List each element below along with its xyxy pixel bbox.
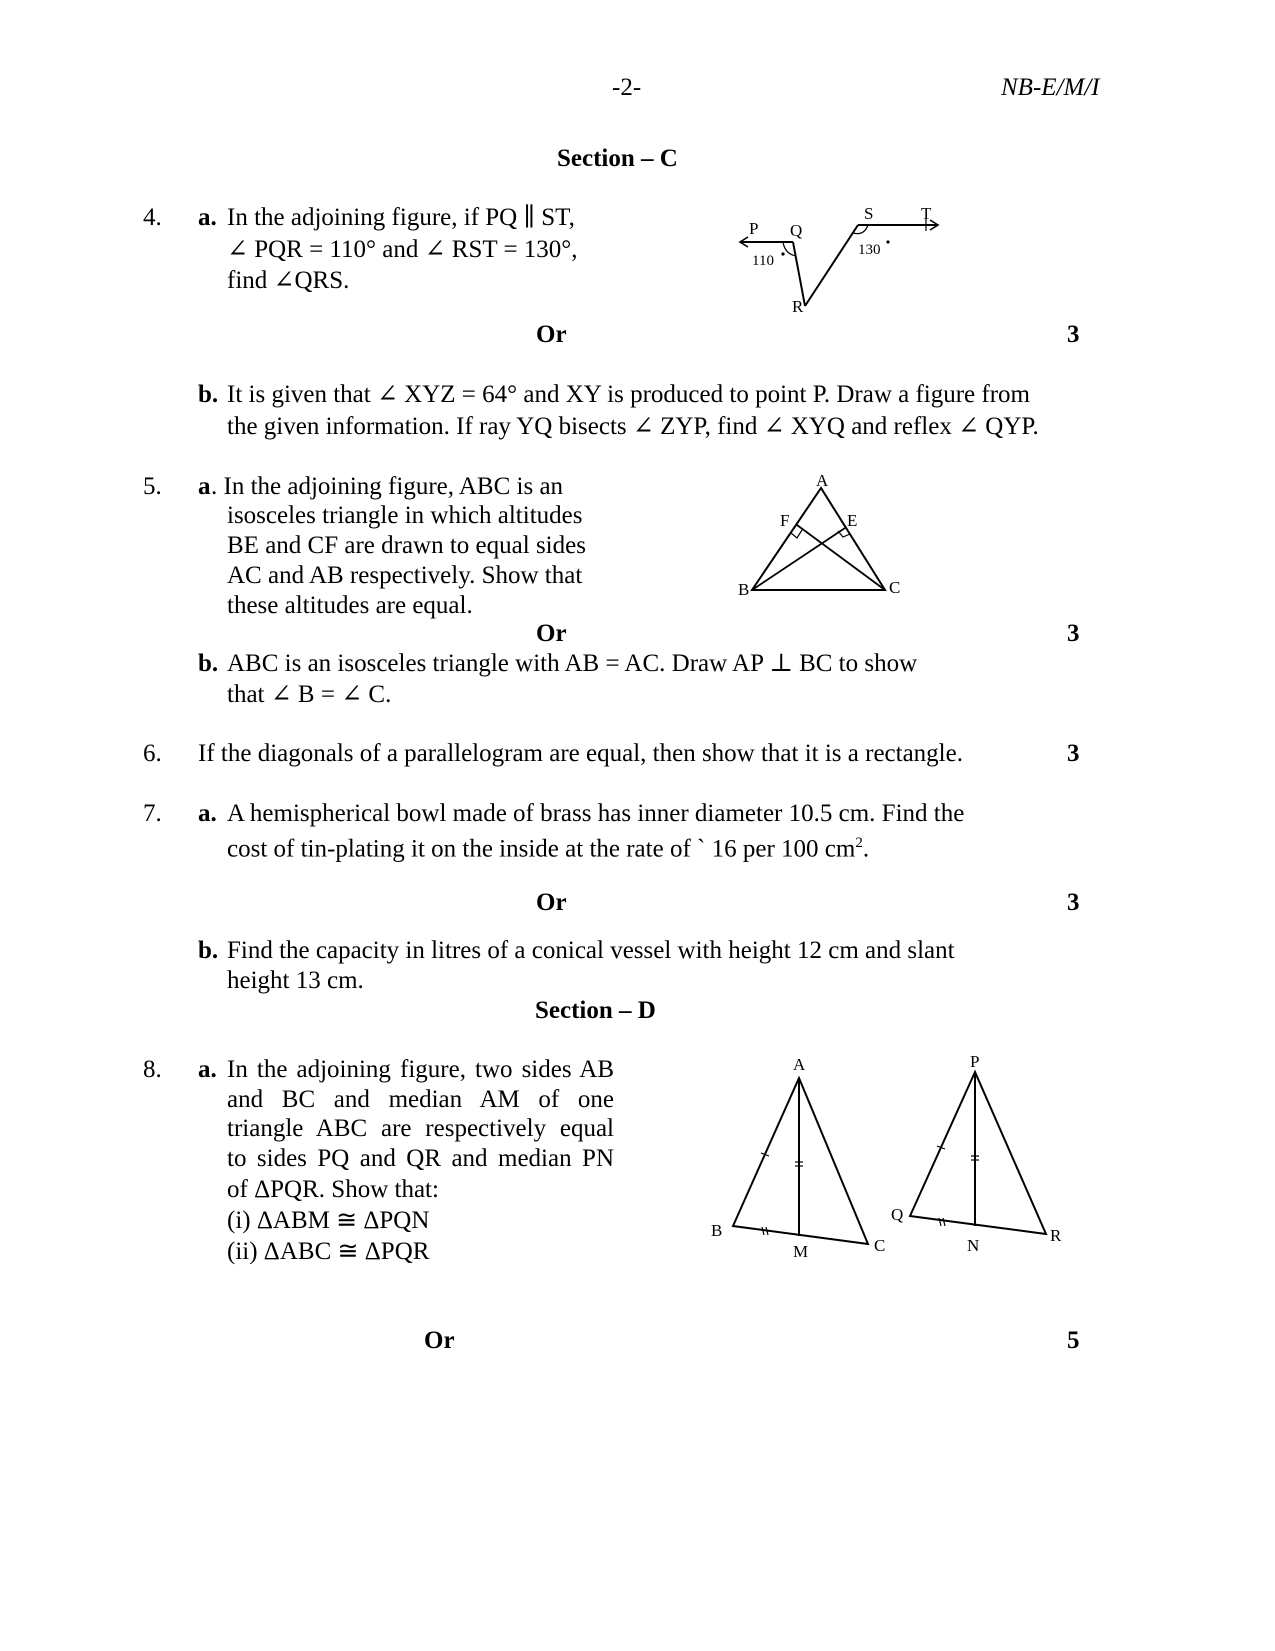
- q8a-line-3: triangle ABC are respectively equal: [227, 1115, 614, 1142]
- q4-label-q: Q: [790, 221, 803, 240]
- q8a-line-4: to sides PQ and QR and median PN: [227, 1145, 614, 1172]
- q7a-line-2: cost of tin-plating it on the inside at the rate of ` 16 per 100 cm: [227, 835, 856, 863]
- q5-number: 5.: [143, 473, 162, 500]
- q4b-line-2: the given information. If ray YQ bisects ∠ ZYP, find ∠ XYQ and reflex ∠ QYP.: [227, 413, 1039, 440]
- q8-label-b: B: [711, 1221, 723, 1240]
- q8-figure: [700, 1050, 1080, 1270]
- q7-number: 7.: [143, 800, 162, 827]
- q6-text: If the diagonals of a parallelogram are equal, then show that it is a rectangle.: [198, 740, 963, 767]
- q7b-line-2: height 13 cm.: [227, 967, 364, 994]
- q7b-line-1: Find the capacity in litres of a conical vessel with height 12 cm and slant: [227, 937, 955, 964]
- q7a-line-2-end: .: [862, 835, 870, 863]
- q8-label-n: N: [967, 1236, 980, 1255]
- q5-label-b: B: [738, 580, 750, 599]
- q6-marks: 3: [1067, 740, 1080, 767]
- q7a-superscript: 2: [855, 835, 863, 851]
- q5b-label: b.: [198, 650, 219, 677]
- q7a-line-1: A hemispherical bowl made of brass has inner diameter 10.5 cm. Find the: [227, 800, 965, 827]
- q8-number: 8.: [143, 1056, 162, 1083]
- q5b-line-1: ABC is an isosceles triangle with AB = AC. Draw AP ⊥ BC to show: [227, 650, 918, 677]
- q4-label-p: P: [749, 219, 759, 238]
- q8a-line-1: In the adjoining figure, two sides AB: [227, 1056, 614, 1083]
- q4-angle-q: 110: [752, 253, 774, 269]
- q5-label-a: A: [816, 471, 829, 490]
- q5a-line-2: isosceles triangle in which altitudes: [227, 502, 583, 529]
- q8a-line-2: and BC and median AM of one: [227, 1086, 614, 1113]
- q8-label-r: R: [1050, 1226, 1062, 1245]
- q5-or: Or: [536, 620, 567, 647]
- q4-label-s: S: [864, 204, 874, 223]
- q8-or: Or: [424, 1327, 455, 1354]
- q4-number: 4.: [143, 204, 162, 231]
- q4-figure: [730, 200, 950, 320]
- page-number: -2-: [612, 74, 642, 101]
- q5-label-e: E: [847, 511, 858, 530]
- q5a-line-5: these altitudes are equal.: [227, 592, 473, 619]
- q8a-label: a.: [198, 1056, 217, 1083]
- section-c-heading: Section – C: [557, 145, 678, 172]
- q5-figure: [730, 470, 910, 600]
- q4a-line-1: In the adjoining figure, if PQ ∥ ST,: [227, 204, 575, 231]
- q4-marks: 3: [1067, 321, 1080, 348]
- q7a-label: a.: [198, 800, 217, 827]
- q8a-line-5: of ΔPQR. Show that:: [227, 1176, 439, 1203]
- q5-label-c: C: [889, 578, 901, 597]
- q4a-label: a.: [198, 204, 217, 231]
- paper-code: NB-E/M/I: [1001, 74, 1100, 101]
- q4a-line-2: ∠ PQR = 110° and ∠ RST = 130°,: [227, 236, 578, 263]
- q4-or: Or: [536, 321, 567, 348]
- q4b-label: b.: [198, 381, 219, 408]
- q8-label-c: C: [874, 1236, 886, 1255]
- q5a-line-4: AC and AB respectively. Show that: [227, 562, 583, 589]
- q8a-part-i: (i) ΔABM ≅ ΔPQN: [227, 1207, 430, 1234]
- section-d-heading: Section – D: [535, 997, 656, 1024]
- q7b-label: b.: [198, 937, 219, 964]
- q5b-line-2: that ∠ B = ∠ C.: [227, 681, 392, 708]
- q4-label-r: R: [792, 297, 804, 316]
- q5a-line-3: BE and CF are drawn to equal sides: [227, 532, 586, 559]
- q5-label-f: F: [780, 511, 790, 530]
- q6-number: 6.: [143, 740, 162, 767]
- q4-label-t: T: [921, 204, 932, 223]
- q7a-line-2-wrap: [227, 828, 869, 864]
- q8-label-p: P: [970, 1052, 980, 1071]
- q7-or: Or: [536, 889, 567, 916]
- q8-label-m: M: [793, 1242, 809, 1261]
- q5-marks: 3: [1067, 620, 1080, 647]
- q8-label-q: Q: [891, 1205, 904, 1224]
- q8-label-a: A: [793, 1055, 806, 1074]
- q8a-part-ii: (ii) ΔABC ≅ ΔPQR: [227, 1238, 430, 1265]
- q4b-line-1: It is given that ∠ XYZ = 64° and XY is produced to point P. Draw a figure from: [227, 381, 1031, 408]
- q7-marks: 3: [1067, 889, 1080, 916]
- q8-marks: 5: [1067, 1327, 1080, 1354]
- q4a-line-3: find ∠QRS.: [227, 267, 350, 294]
- q5a-line-1: . In the adjoining figure, ABC is an: [211, 473, 564, 500]
- q4-angle-s: 130: [858, 242, 881, 258]
- q5a-label: a: [198, 473, 211, 500]
